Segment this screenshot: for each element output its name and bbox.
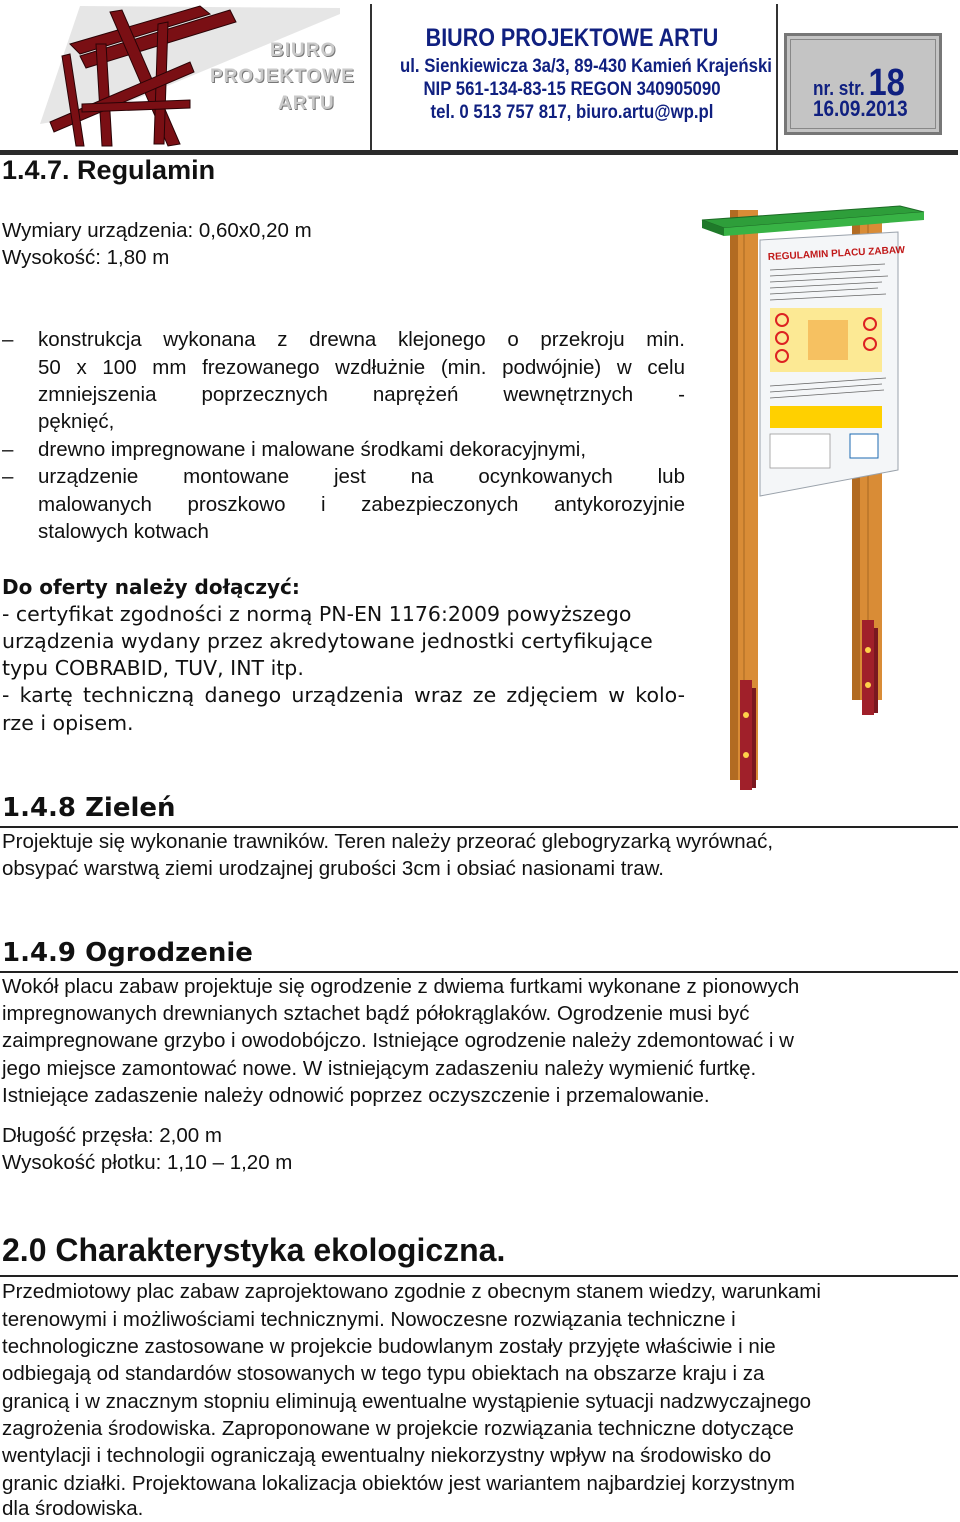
- attachment-line: urządzenia wydany przez akredytowane jednostki certyfikujące: [2, 629, 653, 653]
- list-item-line: 50 x 100 mm frezowanego wzdłużnie (min. podwójnie) w celu: [38, 356, 685, 379]
- attachment-line: typu COBRABID, TUV, INT itp.: [2, 656, 304, 680]
- list-item-line: konstrukcja wykonana z drewna klejonego o przekroju min.: [38, 328, 685, 351]
- paragraph-line: Przedmiotowy plac zabaw zaprojektowano zgodnie z obecnym stanem wiedzy, warunkami: [2, 1280, 821, 1303]
- logo-word-3: ARTU: [278, 93, 335, 114]
- header-divider: [370, 4, 372, 150]
- logo-word-2: PROJEKTOWE: [210, 66, 355, 87]
- bullet-marker: –: [2, 438, 14, 461]
- paragraph-line: obsypać warstwą ziemi urodzajnej grubości 3cm i obsiać nasionami traw.: [2, 857, 664, 880]
- attachment-line: rze i opisem.: [2, 711, 134, 735]
- paragraph-line: impregnowanych drewnianych sztachet bądź półokrąglaków. Ogrodzenie musi być: [2, 1002, 750, 1025]
- section-title-regulamin: 1.4.7. Regulamin: [2, 155, 216, 185]
- bullet-marker: –: [2, 465, 14, 488]
- list-item-line: drewno impregnowane i malowane środkami dekoracyjnymi,: [38, 438, 587, 461]
- header-divider: [776, 4, 778, 150]
- paragraph-line: wentylacji i technologii ograniczają ewentualny niekorzystny wpływ na środowisko do: [2, 1444, 772, 1467]
- sign-title: REGULAMIN PLACU ZABAW: [767, 244, 906, 263]
- paragraph-line: granicą i w znacznym stopniu eliminują ewentualne wystąpienie sytuacji nadzwyczajnego: [2, 1390, 812, 1413]
- paragraph-line: zagrożenia środowiska. Zaproponowane w projekcie rozwiązania techniczne dotyczące: [2, 1417, 794, 1440]
- company-tax-ids: NIP 561-134-83-15 REGON 340905090: [423, 78, 721, 100]
- section-rule: [0, 1275, 958, 1277]
- attachment-line: - certyfikat zgodności z normą PN-EN 1176:2009 powyższego: [2, 602, 632, 626]
- device-dimensions: Wymiary urządzenia: 0,60x0,20 m: [2, 219, 312, 242]
- paragraph-line: Wokół placu zabaw projektuje się ogrodzenie z dwiema furtkami wykonane z pionowych: [2, 975, 800, 998]
- section-title-zielen: 1.4.8 Zieleń: [2, 793, 176, 823]
- regulamin-sign-image: [700, 180, 930, 795]
- paragraph-line: zaimpregnowane grzybo i owodobójczo. Istniejące ogrodzenie należy zdemontować i w: [2, 1029, 794, 1052]
- paragraph-line: Istniejące zadaszenie należy odnowić poprzez oczyszczenie i przemalowanie.: [2, 1084, 710, 1107]
- section-title-ecology: 2.0 Charakterystyka ekologiczna.: [2, 1232, 506, 1268]
- list-item-line: malowanych proszkowo i zabezpieczonych antykorozyjnie: [38, 493, 685, 516]
- paragraph-line: dla środowiska.: [2, 1497, 144, 1520]
- page-number-box: [784, 33, 942, 135]
- paragraph-line: odbiegają od standardów stosowanych w tego typu obiektach na obszarze kraju i za: [2, 1362, 765, 1385]
- company-address: ul. Sienkiewicza 3a/3, 89-430 Kamień Krajeński: [400, 55, 772, 77]
- list-item-line: stalowych kotwach: [38, 520, 209, 543]
- span-length: Długość przęsła: 2,00 m: [2, 1124, 222, 1147]
- list-item-line: pęknięć,: [38, 410, 115, 433]
- device-height: Wysokość: 1,80 m: [2, 246, 170, 269]
- paragraph-line: granic działki. Projektowana lokalizacja obiektów jest wariantem najbardziej korzystnym: [2, 1472, 796, 1495]
- company-contact: tel. 0 513 757 817, biuro.artu@wp.pl: [430, 101, 714, 123]
- attachments-heading: Do oferty należy dołączyć:: [2, 575, 300, 599]
- page-number: 18: [868, 62, 905, 104]
- paragraph-line: Projektuje się wykonanie trawników. Teren należy przeorać glebogryzarką wyrównać,: [2, 830, 774, 853]
- list-item-line: urządzenie montowane jest na ocynkowanych lub: [38, 465, 685, 488]
- company-name: BIURO PROJEKTOWE ARTU: [425, 24, 719, 52]
- paragraph-line: jego miejsce zamontować nowe. W istniejącym zadaszeniu należy wymienić furtkę.: [2, 1057, 757, 1080]
- logo-word-1: BIURO: [270, 40, 337, 61]
- paragraph-line: technologiczne zastosowane w projekcie budowlanym zostały przyjęte właściwie i nie: [2, 1335, 776, 1358]
- list-item-line: zmniejszenia poprzecznych naprężeń wewnętrznych -: [38, 383, 685, 406]
- section-title-ogrodzenie: 1.4.9 Ogrodzenie: [2, 938, 253, 968]
- paragraph-line: terenowymi i możliwościami technicznymi. Nowoczesne rozwiązania techniczne i: [2, 1308, 736, 1331]
- page-number-label: nr. str.: [813, 78, 865, 100]
- document-date: 16.09.2013: [813, 96, 908, 121]
- fence-height: Wysokość płotku: 1,10 – 1,20 m: [2, 1151, 293, 1174]
- attachment-line: - kartę techniczną danego urządzenia wraz ze zdjęciem w kolo-: [2, 683, 685, 707]
- bullet-marker: –: [2, 328, 14, 351]
